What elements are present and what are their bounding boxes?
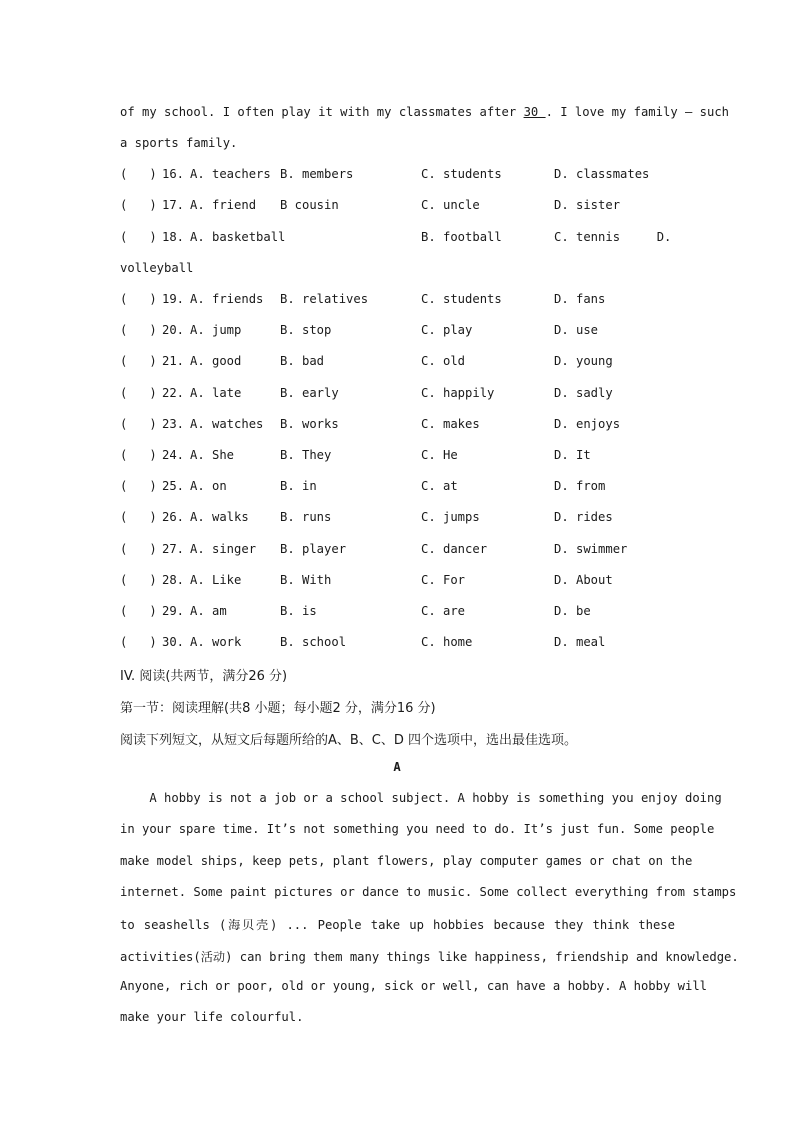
answer-bracket: ( ) bbox=[120, 448, 157, 462]
option-c: C. makes bbox=[421, 417, 480, 431]
option-d: D. sadly bbox=[554, 386, 613, 400]
passage-text: . I love my family — such bbox=[545, 105, 730, 119]
question-number: 20. bbox=[162, 323, 185, 337]
option-c: C. students bbox=[421, 292, 502, 306]
option-d: D. sister bbox=[554, 198, 621, 212]
option-c: C. jumps bbox=[421, 510, 480, 524]
question-number: 23. bbox=[162, 417, 185, 431]
option-a: A. singer bbox=[190, 542, 257, 556]
option-a: A. walks bbox=[190, 510, 249, 524]
passage-line-2: a sports family. bbox=[120, 136, 238, 150]
question-number: 17. bbox=[162, 198, 185, 212]
passage-text: of my school. I often play it with my classmates after bbox=[120, 105, 524, 119]
option-b: B. is bbox=[280, 604, 317, 618]
option-a: A. She bbox=[190, 448, 235, 462]
option-c: C. are bbox=[421, 604, 466, 618]
option-d: D. About bbox=[554, 573, 613, 587]
option-b: B. They bbox=[280, 448, 332, 462]
option-d: D. meal bbox=[554, 635, 606, 649]
question-row bbox=[120, 198, 680, 216]
answer-bracket: ( ) bbox=[120, 167, 157, 181]
question-number: 29. bbox=[162, 604, 185, 618]
option-d: D. enjoys bbox=[554, 417, 621, 431]
answer-bracket: ( ) bbox=[120, 510, 157, 524]
question-row bbox=[120, 479, 680, 497]
option-a: A. watches bbox=[190, 417, 264, 431]
question-row bbox=[120, 448, 680, 466]
passage-line: to seashells (海贝壳) ... People take up hobbies because they think these bbox=[120, 918, 675, 932]
option-b: B. player bbox=[280, 542, 347, 556]
option-d: D. swimmer bbox=[554, 542, 628, 556]
question-number: 24. bbox=[162, 448, 185, 462]
option-c: C. students bbox=[421, 167, 502, 181]
question-row bbox=[120, 323, 680, 341]
answer-bracket: ( ) bbox=[120, 354, 157, 368]
answer-bracket: ( ) bbox=[120, 542, 157, 556]
question-number: 28. bbox=[162, 573, 185, 587]
option-d: D. rides bbox=[554, 510, 613, 524]
option-d: D. young bbox=[554, 354, 613, 368]
question-row bbox=[120, 542, 680, 560]
option-b: B. stop bbox=[280, 323, 332, 337]
option-d: D. It bbox=[554, 448, 591, 462]
passage-line: internet. Some paint pictures or dance to music. Some collect everything from stamps bbox=[120, 885, 737, 899]
option-b: B cousin bbox=[280, 198, 339, 212]
option-c: C. For bbox=[421, 573, 466, 587]
option-b: B. bad bbox=[280, 354, 325, 368]
option-a: A. friends bbox=[190, 292, 264, 306]
question-row bbox=[120, 604, 680, 622]
option-d: D. be bbox=[554, 604, 591, 618]
option-c: C. He bbox=[421, 448, 458, 462]
answer-bracket: ( ) bbox=[120, 479, 157, 493]
option-b: B. works bbox=[280, 417, 339, 431]
section-heading: IV. 阅读(共两节，满分26 分) bbox=[120, 669, 288, 684]
section-subheading: 第一节：阅读理解(共8 小题；每小题2 分，满分16 分) bbox=[120, 701, 436, 716]
answer-bracket: ( ) bbox=[120, 323, 157, 337]
option-d: D. fans bbox=[554, 292, 606, 306]
answer-bracket: ( ) bbox=[120, 198, 157, 212]
option-d: D. use bbox=[554, 323, 599, 337]
passage-line: activities(活动) can bring them many things like happiness, friendship and knowledge. bbox=[120, 950, 739, 964]
answer-bracket: ( ) bbox=[120, 417, 157, 431]
passage-line-1 bbox=[120, 105, 729, 119]
question-row bbox=[120, 573, 680, 591]
question-row bbox=[120, 292, 680, 310]
question-row bbox=[120, 230, 680, 248]
option-a: A. jump bbox=[190, 323, 242, 337]
option-a: A. work bbox=[190, 635, 242, 649]
question-row bbox=[120, 510, 680, 528]
option-b: B. relatives bbox=[280, 292, 369, 306]
question-number: 27. bbox=[162, 542, 185, 556]
question-number: 26. bbox=[162, 510, 185, 524]
option-c: C. old bbox=[421, 354, 466, 368]
option-a: A. Like bbox=[190, 573, 242, 587]
answer-bracket: ( ) bbox=[120, 292, 157, 306]
passage-line: in your spare time. It’s not something you need to do. It’s just fun. Some people bbox=[120, 822, 715, 836]
option-b: B. in bbox=[280, 479, 317, 493]
option-a: A. late bbox=[190, 386, 242, 400]
passage-line: Anyone, rich or poor, old or young, sick or well, can have a hobby. A hobby will bbox=[120, 979, 707, 993]
option-a: A. good bbox=[190, 354, 242, 368]
passage-line: make your life colourful. bbox=[120, 1010, 304, 1024]
option-a: A. basketball bbox=[190, 230, 286, 244]
option-b: B. members bbox=[280, 167, 354, 181]
answer-bracket: ( ) bbox=[120, 230, 157, 244]
option-d: D. from bbox=[554, 479, 606, 493]
option-a: A. friend bbox=[190, 198, 257, 212]
answer-bracket: ( ) bbox=[120, 386, 157, 400]
question-row bbox=[120, 635, 680, 653]
question-row bbox=[120, 354, 680, 372]
option-c: C. happily bbox=[421, 386, 495, 400]
question-number: 25. bbox=[162, 479, 185, 493]
q18-wrap-text: volleyball bbox=[120, 261, 194, 275]
question-number: 22. bbox=[162, 386, 185, 400]
question-row bbox=[120, 386, 680, 404]
option-b: B. With bbox=[280, 573, 332, 587]
passage-title: A bbox=[393, 760, 401, 774]
blank-30: 30 bbox=[523, 105, 546, 119]
answer-bracket: ( ) bbox=[120, 573, 157, 587]
option-c: C. at bbox=[421, 479, 458, 493]
question-number: 21. bbox=[162, 354, 185, 368]
option-c: C. dancer bbox=[421, 542, 488, 556]
option-b: B. early bbox=[280, 386, 339, 400]
question-row bbox=[120, 167, 680, 185]
option-b: B. runs bbox=[280, 510, 332, 524]
passage-line: make model ships, keep pets, plant flowers, play computer games or chat on the bbox=[120, 854, 693, 868]
question-row bbox=[120, 417, 680, 435]
option-a: A. on bbox=[190, 479, 227, 493]
question-number: 16. bbox=[162, 167, 185, 181]
question-number: 19. bbox=[162, 292, 185, 306]
section-instruction: 阅读下列短文，从短文后每题所给的A、B、C、D 四个选项中，选出最佳选项。 bbox=[120, 733, 578, 748]
option-a: A. am bbox=[190, 604, 227, 618]
answer-bracket: ( ) bbox=[120, 604, 157, 618]
question-number: 18. bbox=[162, 230, 185, 244]
option-c: B. football bbox=[421, 230, 502, 244]
option-d: C. tennis D. bbox=[554, 230, 672, 244]
option-b: B. school bbox=[280, 635, 347, 649]
option-a: A. teachers bbox=[190, 167, 271, 181]
option-c: C. uncle bbox=[421, 198, 480, 212]
passage-line: A hobby is not a job or a school subject. A hobby is something you enjoy doing bbox=[120, 791, 722, 805]
answer-bracket: ( ) bbox=[120, 635, 157, 649]
option-c: C. play bbox=[421, 323, 473, 337]
question-number: 30. bbox=[162, 635, 185, 649]
option-d: D. classmates bbox=[554, 167, 650, 181]
option-c: C. home bbox=[421, 635, 473, 649]
